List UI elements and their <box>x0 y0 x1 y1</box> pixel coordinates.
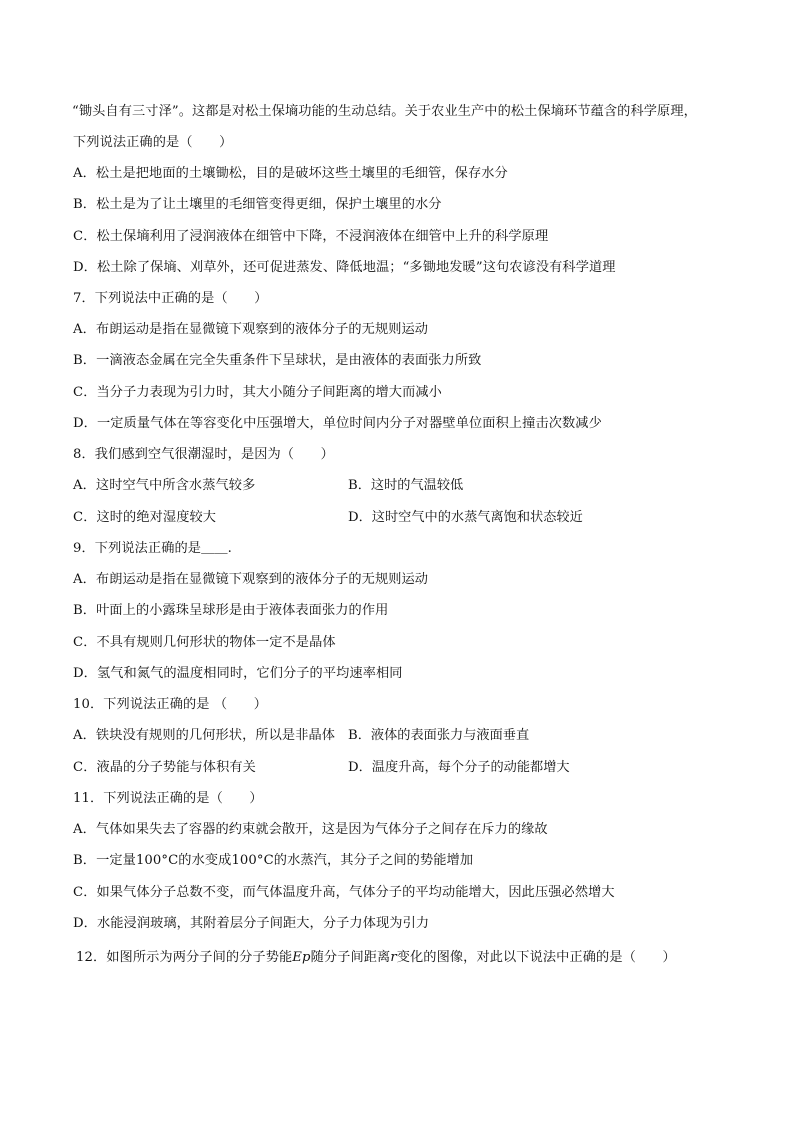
q6-option-b: B．松土是为了让土壤里的毛细管变得更细，保护土壤里的水分 <box>73 197 442 212</box>
q8-option-b: B．这时的气温较低 <box>348 478 464 493</box>
q7-option-b: B．一滴液态金属在完全失重条件下呈球状，是由液体的表面张力所致 <box>73 353 482 368</box>
q6-option-a: A．松土是把地面的土壤锄松，目的是破坏这些土壤里的毛细管，保存水分 <box>73 166 508 181</box>
q9-option-b: B．叶面上的小露珠呈球形是由于液体表面张力的作用 <box>73 603 389 618</box>
q11-option-d: D．水能浸润玻璃，其附着层分子间距大，分子力体现为引力 <box>73 916 430 931</box>
q7-stem: 7．下列说法中正确的是（ ） <box>73 291 268 306</box>
q8-option-a: A．这时空气中所含水蒸气较多 <box>73 478 256 493</box>
q10-option-c: C．液晶的分子势能与体积有关 <box>73 760 256 775</box>
q7-option-a: A．布朗运动是指在显微镜下观察到的液体分子的无规则运动 <box>73 322 429 337</box>
q6-option-d: D．松土除了保墒、刈草外，还可促进蒸发、降低地温；“多锄地发暖”这句农谚没有科学道理 <box>73 260 616 275</box>
q12-symbol-ep: Ep <box>292 950 311 965</box>
q10-option-d: D．温度升高，每个分子的动能都增大 <box>348 760 570 775</box>
q8-stem: 8．我们感到空气很潮湿时，是因为（ ） <box>73 447 334 462</box>
q11-option-a: A．气体如果失去了容器的约束就会散开，这是因为气体分子之间存在斥力的缘故 <box>73 822 548 837</box>
q10-option-a: A．铁块没有规则的几何形状，所以是非晶体 <box>73 728 336 743</box>
q12-stem-part3: 变化的图像，对此以下说法中正确的是（ ） <box>396 950 676 965</box>
q9-option-c: C．不具有规则几何形状的物体一定不是晶体 <box>73 635 336 650</box>
q12-stem <box>76 949 676 967</box>
q9-option-a: A．布朗运动是指在显微镜下观察到的液体分子的无规则运动 <box>73 572 429 587</box>
q12-symbol-r: r <box>390 950 397 965</box>
q7-option-c: C．当分子力表现为引力时，其大小随分子间距离的增大而减小 <box>73 385 442 400</box>
q11-option-c: C．如果气体分子总数不变，而气体温度升高，气体分子的平均动能增大，因此压强必然增大 <box>73 885 615 900</box>
q10-stem: 10．下列说法正确的是 （ ） <box>73 697 268 712</box>
q9-option-d: D．氢气和氮气的温度相同时，它们分子的平均速率相同 <box>73 666 403 681</box>
q11-stem: 11．下列说法正确的是（ ） <box>73 791 263 806</box>
q8-option-c: C．这时的绝对湿度较大 <box>73 510 217 525</box>
q10-option-b: B．液体的表面张力与液面垂直 <box>348 728 530 743</box>
q12-stem-part2: 随分子间距离 <box>310 950 391 965</box>
q11-option-b: B．一定量100°C的水变成100°C的水蒸汽，其分子之间的势能增加 <box>73 853 474 868</box>
q8-option-d: D．这时空气中的水蒸气离饱和状态较近 <box>348 510 583 525</box>
q6-option-c: C．松土保墒利用了浸润液体在细管中下降，不浸润液体在细管中上升的科学原理 <box>73 229 549 244</box>
intro-line-1: “锄头自有三寸泽”。这都是对松土保墒功能的生动总结。关于农业生产中的松土保墒环节蕴含的科学原理， <box>72 104 697 119</box>
q9-stem: 9．下列说法正确的是＿＿. <box>73 541 232 556</box>
q12-stem-part1: 12．如图所示为两分子间的分子势能 <box>76 950 293 965</box>
intro-line-2: 下列说法正确的是（ ） <box>73 135 233 150</box>
q7-option-d: D．一定质量气体在等容变化中压强增大，单位时间内分子对器壁单位面积上撞击次数减少 <box>73 416 602 431</box>
